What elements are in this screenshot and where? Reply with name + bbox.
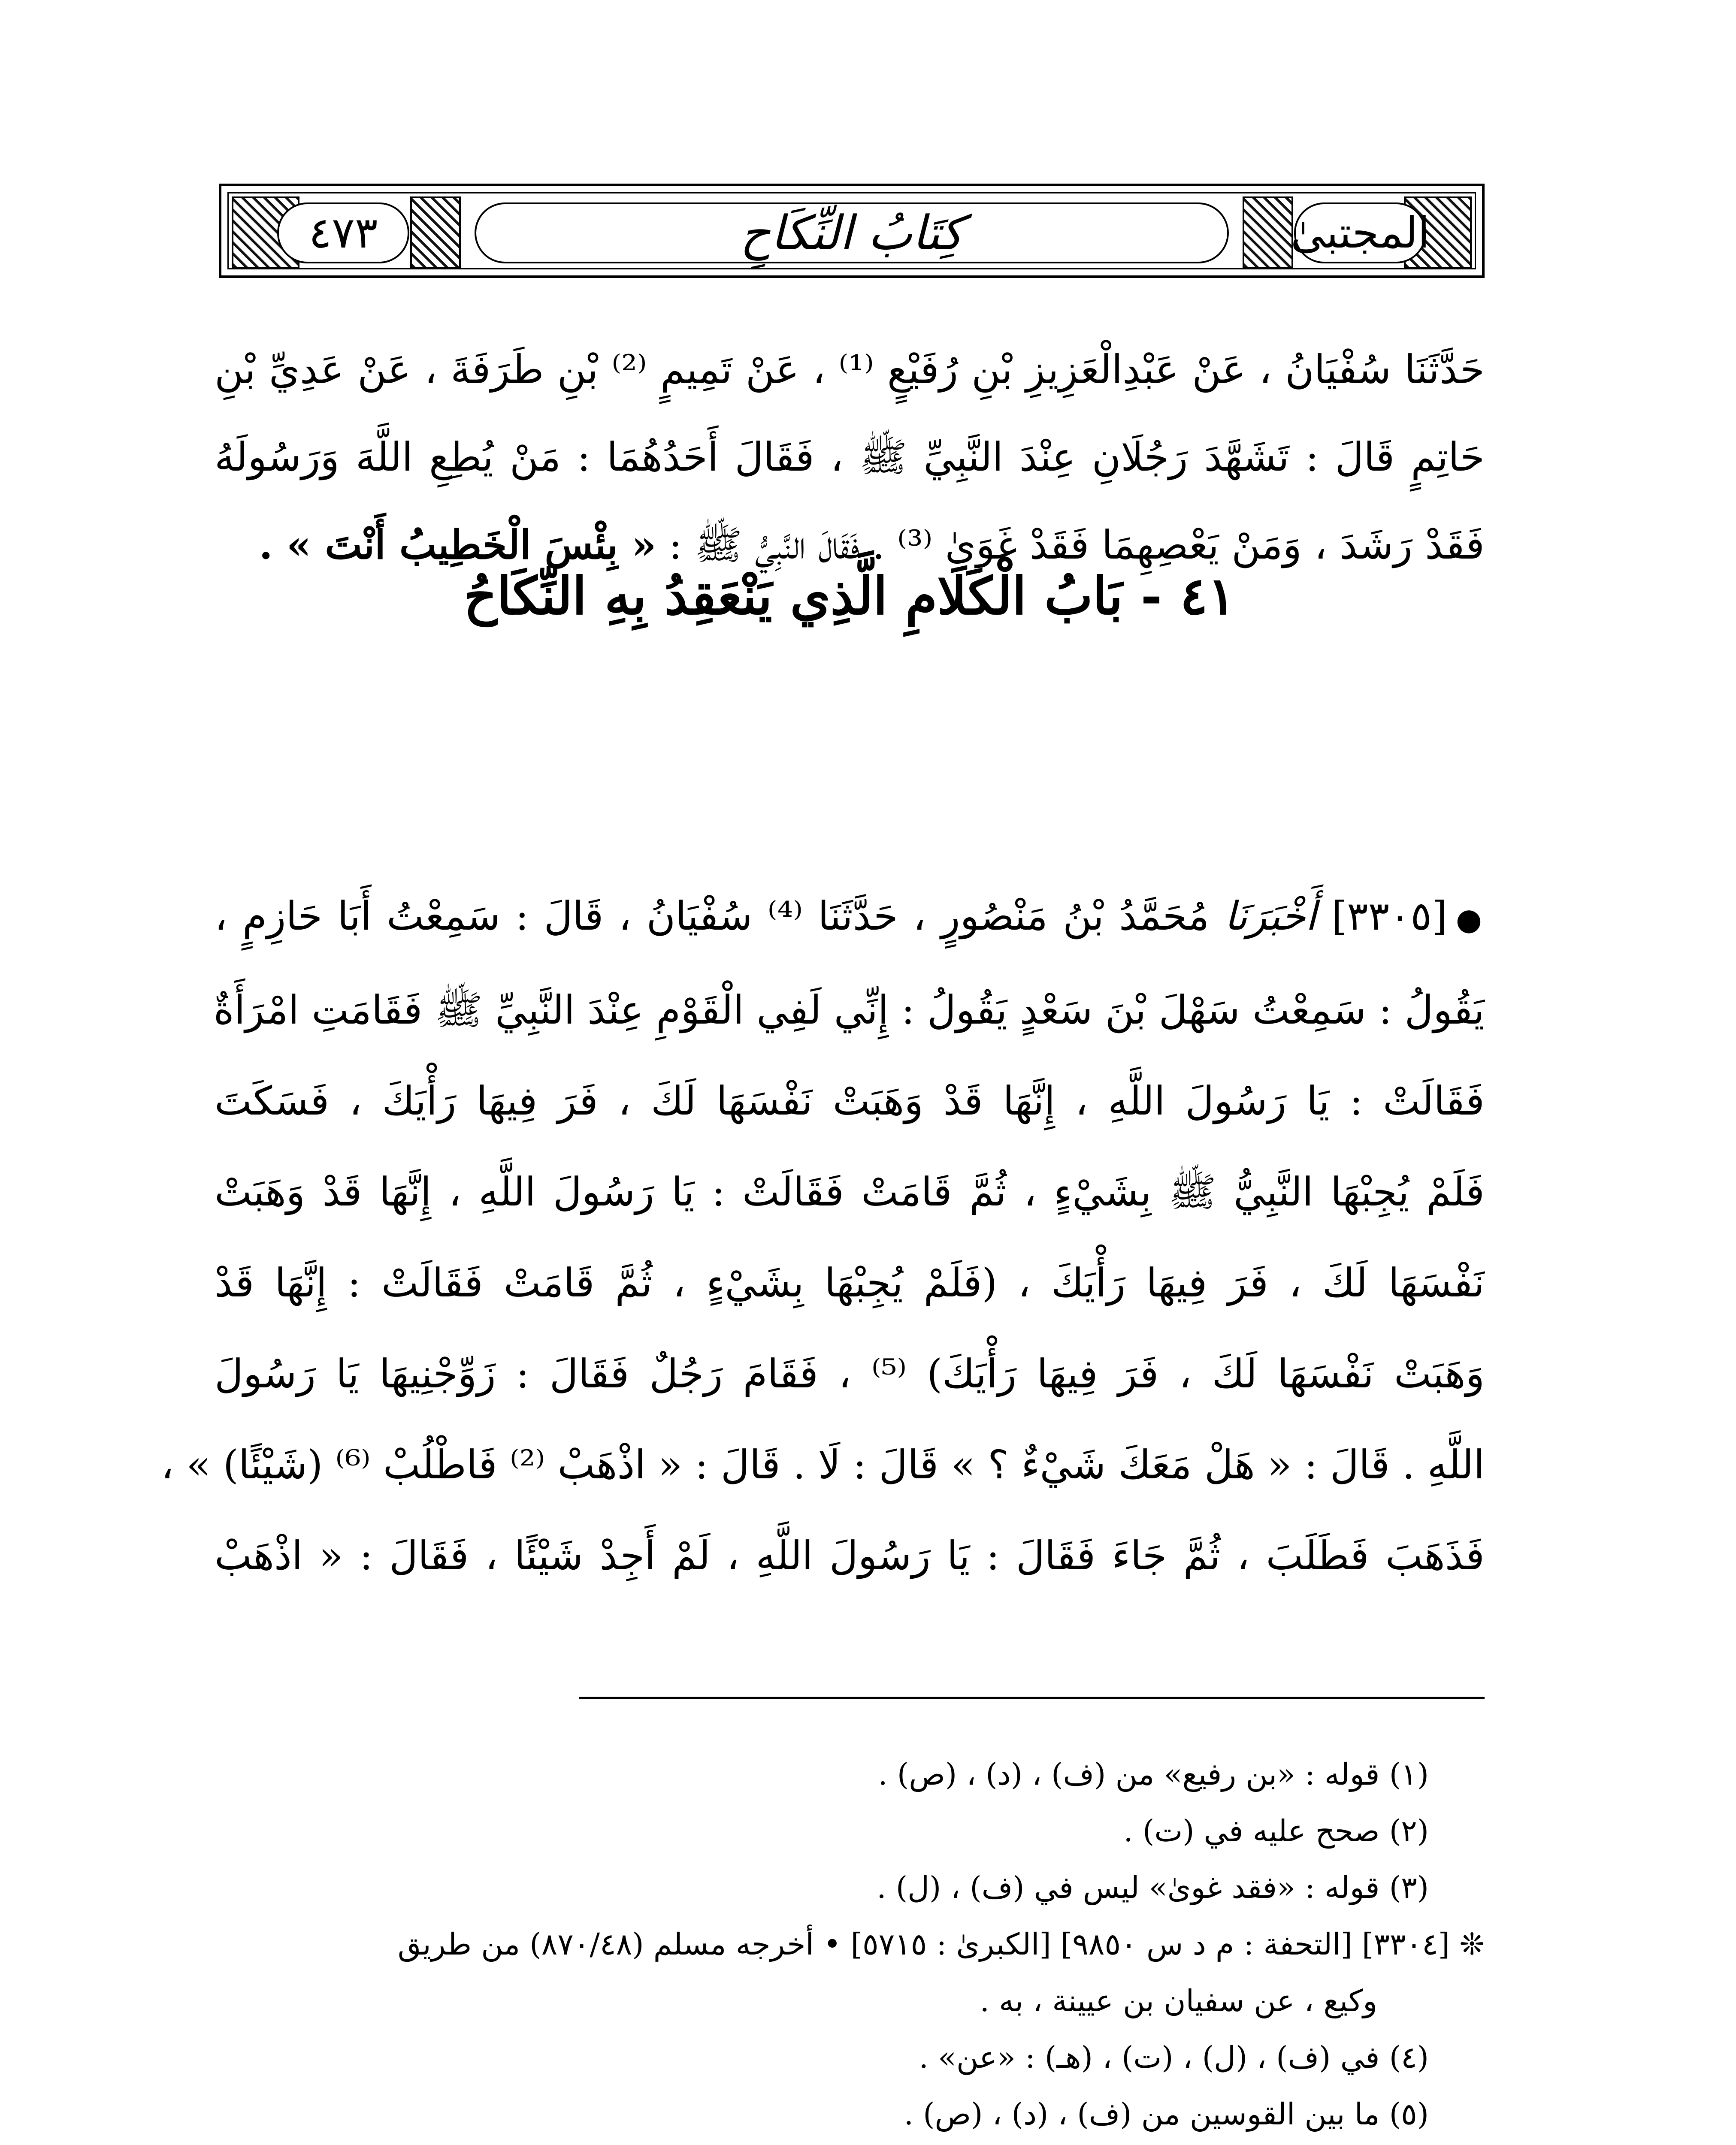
hadith-line-4: فَلَمْ يُجِبْهَا النَّبِيُّ ﷺ بِشَيْءٍ ، ثُمَّ قَامَتْ فَقَالَتْ : يَا رَسُولَ اللَّهِ ، إِنَّهَا قَدْ وَهَبَتْ bbox=[215, 1169, 1485, 1215]
footnote-5: (٥) ما بين القوسين من (ف) ، (د) ، (ص) . bbox=[904, 2097, 1429, 2132]
continuation-line-2: حَاتِمٍ قَالَ : تَشَهَّدَ رَجُلَانِ عِنْدَ النَّبِيِّ ﷺ ، فَقَالَ أَحَدُهُمَا : مَنْ يُطِعِ اللَّهَ وَرَسُولَهُ bbox=[215, 434, 1485, 480]
book-badge: المجتبىٰ bbox=[1290, 208, 1430, 258]
left-inner-ornament bbox=[410, 196, 461, 269]
hadith-line-6: وَهَبَتْ نَفْسَهَا لَكَ ، فَرَ فِيهَا رَأْيَكَ) ⁽⁵⁾ ، فَقَامَ رَجُلٌ فَقَالَ : زَوِّجْنِيهَا يَا رَسُولَ bbox=[215, 1351, 1485, 1397]
footnote-1: (١) قوله : «بن رفيع» من (ف) ، (د) ، (ص) . bbox=[878, 1757, 1429, 1792]
book-badge-cartouche bbox=[1290, 202, 1430, 263]
continuation-line-3-text: فَقَدْ رَشَدَ ، وَمَنْ يَعْصِهِمَا فَقَدْ غَوَىٰ ⁽³⁾ . فَقَالَ النَّبِيُّ ﷺ : bbox=[668, 522, 1485, 568]
footnote-2: (٢) صحح عليه في (ت) . bbox=[1123, 1813, 1429, 1849]
chapter-title-cartouche bbox=[475, 202, 1229, 263]
hadith-line-3: فَقَالَتْ : يَا رَسُولَ اللَّهِ ، إِنَّهَا قَدْ وَهَبَتْ نَفْسَهَا لَكَ ، فَرَ فِيهَا رَأْيَكَ ، فَسَكَتَ bbox=[215, 1078, 1485, 1124]
page-number: ٤٧٣ bbox=[308, 208, 378, 258]
footnote-3: (٣) قوله : «فقد غوىٰ» ليس في (ف) ، (ل) . bbox=[877, 1870, 1429, 1905]
hadith-paragraph bbox=[161, 871, 1485, 1601]
page-header bbox=[219, 184, 1485, 278]
bullet-icon: ● bbox=[1455, 902, 1485, 937]
footnote-separator bbox=[579, 1697, 1485, 1699]
footnote-6 bbox=[215, 2142, 1485, 2145]
page-number-cartouche bbox=[277, 202, 409, 263]
footnote-takhrij-cont: وكيع ، عن سفيان بن عيينة ، به . bbox=[980, 1983, 1377, 2018]
hadith-line-1 bbox=[215, 871, 1485, 965]
hadith-line-5: نَفْسَهَا لَكَ ، فَرَ فِيهَا رَأْيَكَ ، (فَلَمْ يُجِبْهَا بِشَيْءٍ ، ثُمَّ قَامَتْ فَقَالَتْ : إِنَّهَا قَدْ bbox=[215, 1260, 1485, 1306]
hadith-line-2: يَقُولُ : سَمِعْتُ سَهْلَ بْنَ سَعْدٍ يَقُولُ : إِنِّي لَفِي الْقَوْمِ عِنْدَ النَّبِيِّ ﷺ فَقَامَتِ امْرَأَةٌ bbox=[213, 987, 1485, 1033]
hadith-number: [٣٣٠٥] bbox=[1331, 893, 1447, 939]
hadith-line-1-text: مُحَمَّدُ بْنُ مَنْصُورٍ ، حَدَّثَنَا ⁽⁴⁾ سُفْيَانُ ، قَالَ : سَمِعْتُ أَبَا حَازِمٍ ، bbox=[215, 893, 1210, 939]
continuation-paragraph bbox=[215, 326, 1485, 589]
bold-quote: « بِئْسَ الْخَطِيبُ أَنْتَ » . bbox=[259, 522, 656, 568]
hadith-lead: أَخْبَرَنَا bbox=[1224, 893, 1317, 939]
running-title: كِتَابُ النِّكَاحِ bbox=[740, 205, 964, 260]
continuation-line-1: حَدَّثَنَا سُفْيَانُ ، عَنْ عَبْدِالْعَزِيزِ بْنِ رُفَيْعٍ ⁽¹⁾ ، عَنْ تَمِيمٍ ⁽²⁾ بْنِ طَرَفَةَ ، عَنْ عَدِيِّ بْنِ bbox=[215, 347, 1485, 393]
hadith-line-8: فَذَهَبَ فَطَلَبَ ، ثُمَّ جَاءَ فَقَالَ : يَا رَسُولَ اللَّهِ ، لَمْ أَجِدْ شَيْئًا ، فَقَالَ : « اذْهَبْ bbox=[215, 1533, 1485, 1579]
hadith-line-7: اللَّهِ . قَالَ : « هَلْ مَعَكَ شَيْءٌ ؟ » قَالَ : لَا . قَالَ : « اذْهَبْ ⁽²⁾ فَاطْلُبْ ⁽⁶⁾ (شَيْئًا) » ، bbox=[161, 1442, 1485, 1488]
footnote-4: (٤) في (ف) ، (ل) ، (ت) ، (هـ) : «عن» . bbox=[919, 2040, 1429, 2075]
right-inner-ornament bbox=[1243, 196, 1293, 269]
footnotes bbox=[215, 1746, 1485, 2145]
footnote-takhrij: ❊ [٣٣٠٤] [التحفة : م د س ٩٨٥٠] [الكبرىٰ : ٥٧١٥] • أخرجه مسلم (٨٧٠/٤٨) من طريق bbox=[397, 1927, 1485, 1962]
chapter-heading: ٤١ - بَابُ الْكَلَامِ الَّذِي يَنْعَقِدُ بِهِ النِّكَاحُ bbox=[463, 566, 1236, 626]
